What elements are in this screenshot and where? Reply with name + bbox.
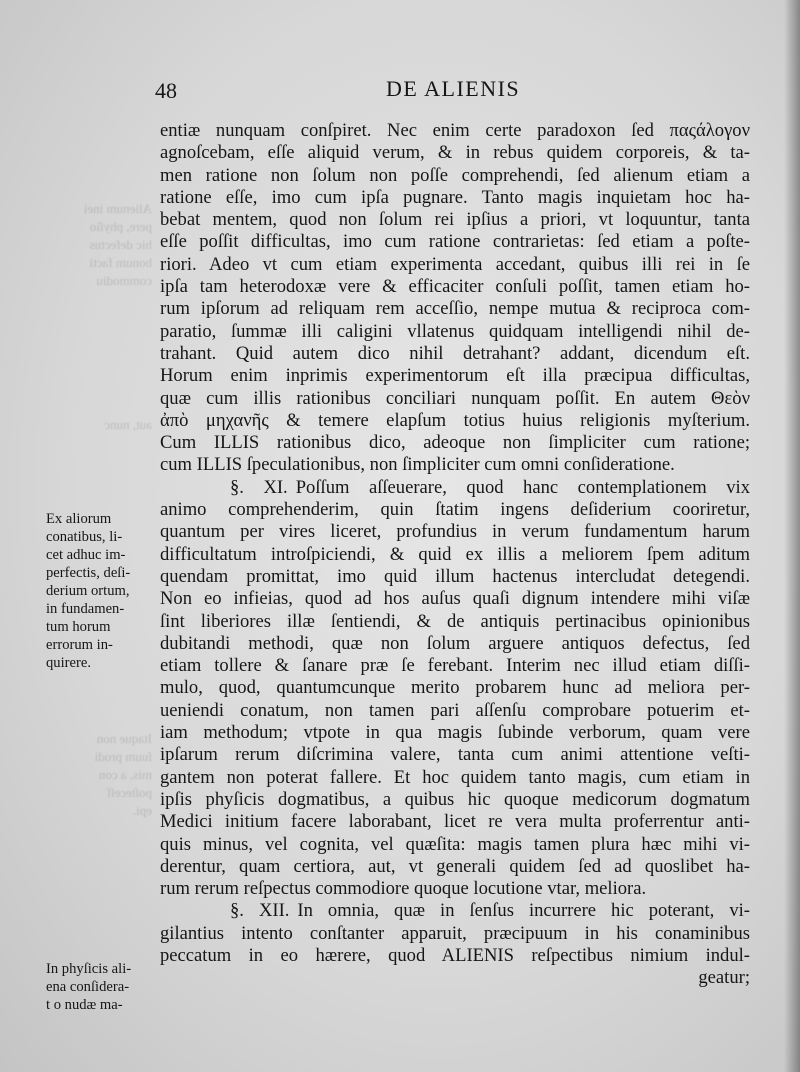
text-line: riori. Adeo vt cum etiam experimenta accedant, quibus illi rei in ſe: [160, 253, 750, 275]
text-line: quendam promittat, imo quid illum hactenus intercludat detegendi.: [160, 565, 750, 587]
text-line: dubitandi methodi, quæ non ſolum arguere antiquos defectus, ſed: [160, 632, 750, 654]
paragraph-1: [160, 120, 750, 477]
section-number: §. XI.: [230, 476, 288, 498]
marginal-note-1: Ex aliorum conatibus, li- cet adhuc im- perfectis, deſi- derium ortum, in fundamen- tum horum errorum in- quirere.: [46, 511, 131, 671]
section-xii-first-line: [160, 900, 750, 922]
text-line: quis minus, vel cognita, vel quæſita: magis tamen plura hæc mihi vi-: [160, 833, 750, 855]
text-line: Poſſum aſſeuerare, quod hanc contemplationem vix: [295, 476, 750, 498]
text-line: In omnia, quæ in ſenſus incurrere hic poterant, vi-: [297, 900, 750, 922]
text-line: men ratione non ſolum non poſſe comprehendi, ſed alienum etiam a: [160, 164, 750, 186]
text-line: ratione eſſe, imo cum ipſa pugnare. Tanto magis inquietam hoc ha-: [160, 186, 750, 208]
text-line: mulo, quod, quantumcunque merito probarem hunc ad meliora per-: [160, 677, 750, 699]
text-line: agnoſcebam, eſſe aliquid verum, & in rebus quidem corporeis, & ta-: [160, 142, 750, 164]
text-line: paratio, ſummæ illi caligini vllatenus quidquam intelligendi nihil de-: [160, 320, 750, 342]
text-line: quæ cum illis rationibus conciliari nunquam poſſit. En autem Θεὸν: [160, 387, 750, 409]
text-line: quantum per vires liceret, profundius in verum fundamentum harum: [160, 521, 750, 543]
section-xi: [160, 477, 750, 901]
text-line: entiæ nunquam conſpiret. Nec enim certe paradoxon ſed παςάλογον: [160, 120, 750, 141]
bleed-through-lower: Itaque non ſuum prodi mis, a con poſteceſſ epi.: [94, 731, 152, 818]
text-line: rum rerum reſpectus commodiore quoque locutione vtar, meliora.: [160, 878, 647, 900]
text-line: eſſe poſſit difficultas, imo cum ratione contrarietas: ſed etiam a poſte-: [160, 231, 750, 253]
text-line: ueniendi conatum, non tamen pari aſſenſu comprobare potuerim et-: [160, 699, 750, 721]
marginal-note-2: In phyſicis ali- ena conſidera- t o nudæ ma-: [46, 961, 132, 1013]
text-line: rum ipſorum ad reliquam rem acceſſio, nempe mutua & reciproca com-: [160, 298, 750, 320]
section-xii: [160, 900, 750, 989]
bleed-through-upper: Alienum inei pere, phyſio hic defectus bonum facti commodiu aut, nunc: [83, 201, 152, 432]
text-line: Cum ILLIS rationibus dico, adeoque non ſimpliciter cum ratione;: [160, 432, 750, 454]
text-line: bebat mentem, quod non ſolum rei ipſius a priori, vt loquuntur, tanta: [160, 209, 750, 231]
text-line: animo comprehenderim, quin ſtatim ingens deſiderium cooriretur,: [160, 499, 750, 521]
text-line: gilantius intento conſtanter apparuit, præcipuum in his conaminibus: [160, 922, 750, 944]
catchword: geatur;: [698, 967, 750, 989]
text-line: difficultatum introſpiciendi, & quid ex illis a meliorem ſpem aditum: [160, 543, 750, 565]
section-xi-first-line: [160, 477, 750, 499]
text-line: gantem non poterat fallere. Et hoc quidem tanto magis, cum etiam in: [160, 766, 750, 788]
text-line: Non eo infieias, quod ad hos auſus quaſi dignum intendere mihi viſæ: [160, 588, 750, 610]
text-line: iam methodum; vtpote in qua magis ſubinde verborum, quam vere: [160, 722, 750, 744]
text-line: ipſarum rerum diſcrimina valere, tanta cum animi attentione veſti-: [160, 744, 750, 766]
page-number: 48: [155, 78, 177, 103]
page-edge-shadow: [784, 0, 800, 1072]
text-line: Horum enim inprimis experimentorum eſt illa præcipua difficultas,: [160, 365, 750, 387]
text-line: trahant. Quid autem dico nihil detrahant? addant, dicendum eſt.: [160, 342, 750, 364]
text-line: ipſis phyſicis dogmatibus, a quibus hic quoque medicorum dogmatum: [160, 788, 750, 810]
text-line: ipſa tam heterodoxæ vere & efficaciter conſuli poſſit, tamen etiam ho-: [160, 276, 750, 298]
section-number: §. XII.: [230, 900, 290, 922]
text-line: peccatum in eo hærere, quod ALIENIS reſpectibus nimium indul-: [160, 944, 750, 966]
text-line: cum ILLIS ſpeculationibus, non ſimpliciter cum omni conſideratione.: [160, 454, 675, 476]
main-text: [160, 120, 750, 990]
text-line: ἀπὸ μηχανῆς & temere elapſum totius huius religionis myſterium.: [160, 409, 750, 431]
text-line: Medici initium facere laborabant, licet re vera multa proferrentur anti-: [160, 811, 750, 833]
text-line: etiam tollere & ſanare præ ſe ferebant. Interim nec illud etiam diſſi-: [160, 655, 750, 677]
text-line: derentur, quam certiora, aut, vt generali quidem ſed ad quoslibet ha-: [160, 855, 750, 877]
running-title: DE ALIENIS: [386, 76, 521, 101]
text-line: ſint liberiores illæ ſentiendi, & de antiquis pertinacibus opinionibus: [160, 610, 750, 632]
